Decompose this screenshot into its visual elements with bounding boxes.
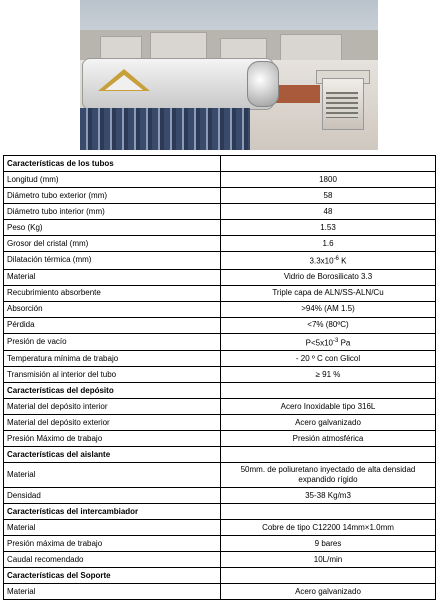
spec-label: Temperatura mínima de trabajo: [4, 351, 221, 367]
table-row: [4, 463, 436, 488]
spec-value: [221, 236, 436, 252]
spec-value: [221, 285, 436, 301]
spec-label: Peso (Kg): [4, 220, 221, 236]
spec-label: Transmisión al interior del tubo: [4, 367, 221, 383]
spec-label: Grosor del cristal (mm): [4, 236, 221, 252]
spec-value-unit: Pa: [338, 338, 351, 348]
spec-label: Presión Máximo de trabajo: [4, 431, 221, 447]
product-photo: [80, 0, 378, 150]
spec-value-exponent: -6: [333, 256, 339, 262]
spec-value-text: ≥ 91 %: [315, 369, 341, 379]
spec-label: Longitud (mm): [4, 172, 221, 188]
section-title-blank: [221, 447, 436, 463]
spec-value-text: 9 bares: [314, 538, 342, 548]
section-title-blank: [221, 156, 436, 172]
spec-value: [221, 584, 436, 600]
spec-value: [221, 269, 436, 285]
spec-value-text: 58: [323, 190, 333, 200]
table-row: [4, 367, 436, 383]
table-row: [4, 415, 436, 431]
spec-value-text: - 20 º C con Glicol: [295, 353, 361, 363]
table-row: [4, 399, 436, 415]
spec-value-text: 1800: [319, 174, 337, 184]
spec-value-text: Acero galvanizado: [295, 417, 361, 427]
spec-value: [221, 188, 436, 204]
table-row: [4, 204, 436, 220]
table-row: [4, 236, 436, 252]
table-row: [4, 333, 436, 351]
spec-value-text: 35-38 Kg/m3: [305, 490, 351, 500]
section-header-row: [4, 156, 436, 172]
spec-value: [221, 317, 436, 333]
table-row: [4, 301, 436, 317]
spec-value-text: Presión atmosférica: [292, 433, 364, 443]
spec-label: Dilatación térmica (mm): [4, 252, 221, 270]
section-header-row: [4, 504, 436, 520]
spec-value: [221, 552, 436, 568]
section-title: Características de los tubos: [4, 156, 221, 172]
spec-value-text: Vidrio de Borosilicato 3.3: [283, 272, 373, 282]
table-row: [4, 285, 436, 301]
section-title: Características del aislante: [4, 447, 221, 463]
photo-water-tank: [82, 58, 274, 110]
spec-label: Absorción: [4, 301, 221, 317]
spec-value-text: 1.6: [322, 238, 334, 248]
spec-label: Recubrimiento absorbente: [4, 285, 221, 301]
spec-label: Material: [4, 520, 221, 536]
spec-value-text: Cobre de tipo C12200 14mm×1.0mm: [262, 522, 394, 532]
table-row: [4, 488, 436, 504]
spec-value: [221, 367, 436, 383]
spec-label: Caudal recomendado: [4, 552, 221, 568]
section-title: Características del intercambiador: [4, 504, 221, 520]
spec-value: [221, 488, 436, 504]
section-title-blank: [221, 568, 436, 584]
spec-label: Densidad: [4, 488, 221, 504]
section-title-blank: [221, 504, 436, 520]
spec-value: [221, 520, 436, 536]
spec-label: Material: [4, 584, 221, 600]
spec-value-text: 1.53: [320, 222, 336, 232]
spec-label: Presión máxima de trabajo: [4, 536, 221, 552]
section-title: Características del depósito: [4, 383, 221, 399]
spec-value: [221, 333, 436, 351]
spec-value-exponent: -3: [333, 337, 339, 344]
spec-label: Material: [4, 463, 221, 488]
spec-label: Material: [4, 269, 221, 285]
spec-value-text: 50mm. de poliuretano inyectado de alta densidad expandido rígido: [240, 465, 416, 485]
spec-value: [221, 399, 436, 415]
spec-value-text: 3.3x10: [309, 256, 334, 266]
section-title: Características del Soporte: [4, 568, 221, 584]
spec-value: [221, 536, 436, 552]
spec-value: [221, 351, 436, 367]
spec-value: [221, 172, 436, 188]
table-row: [4, 172, 436, 188]
table-row: [4, 536, 436, 552]
photo-vacuum-tubes: [80, 108, 250, 150]
spec-label: Material del depósito exterior: [4, 415, 221, 431]
spec-value: [221, 204, 436, 220]
spec-label: Diámetro tubo exterior (mm): [4, 188, 221, 204]
table-row: [4, 188, 436, 204]
spec-value-unit: K: [338, 256, 347, 266]
spec-label: Material del depósito interior: [4, 399, 221, 415]
spec-value: [221, 415, 436, 431]
table-row: [4, 584, 436, 600]
section-header-row: [4, 447, 436, 463]
section-header-row: [4, 383, 436, 399]
table-row: [4, 252, 436, 270]
spec-value: [221, 431, 436, 447]
spec-value-text: <7% (80ºC): [307, 320, 349, 330]
spec-value-text: >94% (AM 1.5): [301, 304, 355, 314]
spec-value-text: P<5x10: [305, 338, 333, 348]
spec-label: Presión de vacío: [4, 333, 221, 351]
table-row: [4, 317, 436, 333]
table-row: [4, 351, 436, 367]
spec-value: [221, 301, 436, 317]
spec-table: [3, 155, 436, 600]
table-row: [4, 431, 436, 447]
spec-label: Pérdida: [4, 317, 221, 333]
section-header-row: [4, 568, 436, 584]
section-title-blank: [221, 383, 436, 399]
spec-value: [221, 220, 436, 236]
spec-value-text: 48: [323, 206, 333, 216]
table-row: [4, 220, 436, 236]
spec-value-text: Triple capa de ALN/SS-ALN/Cu: [272, 288, 384, 298]
table-row: [4, 552, 436, 568]
spec-value-text: 10L/min: [313, 554, 343, 564]
spec-value: [221, 252, 436, 270]
spec-label: Diámetro tubo interior (mm): [4, 204, 221, 220]
spec-value-text: Acero galvanizado: [295, 586, 361, 596]
table-row: [4, 520, 436, 536]
spec-value-text: Acero Inoxidable tipo 316L: [280, 401, 376, 411]
spec-value: [221, 463, 436, 488]
table-row: [4, 269, 436, 285]
